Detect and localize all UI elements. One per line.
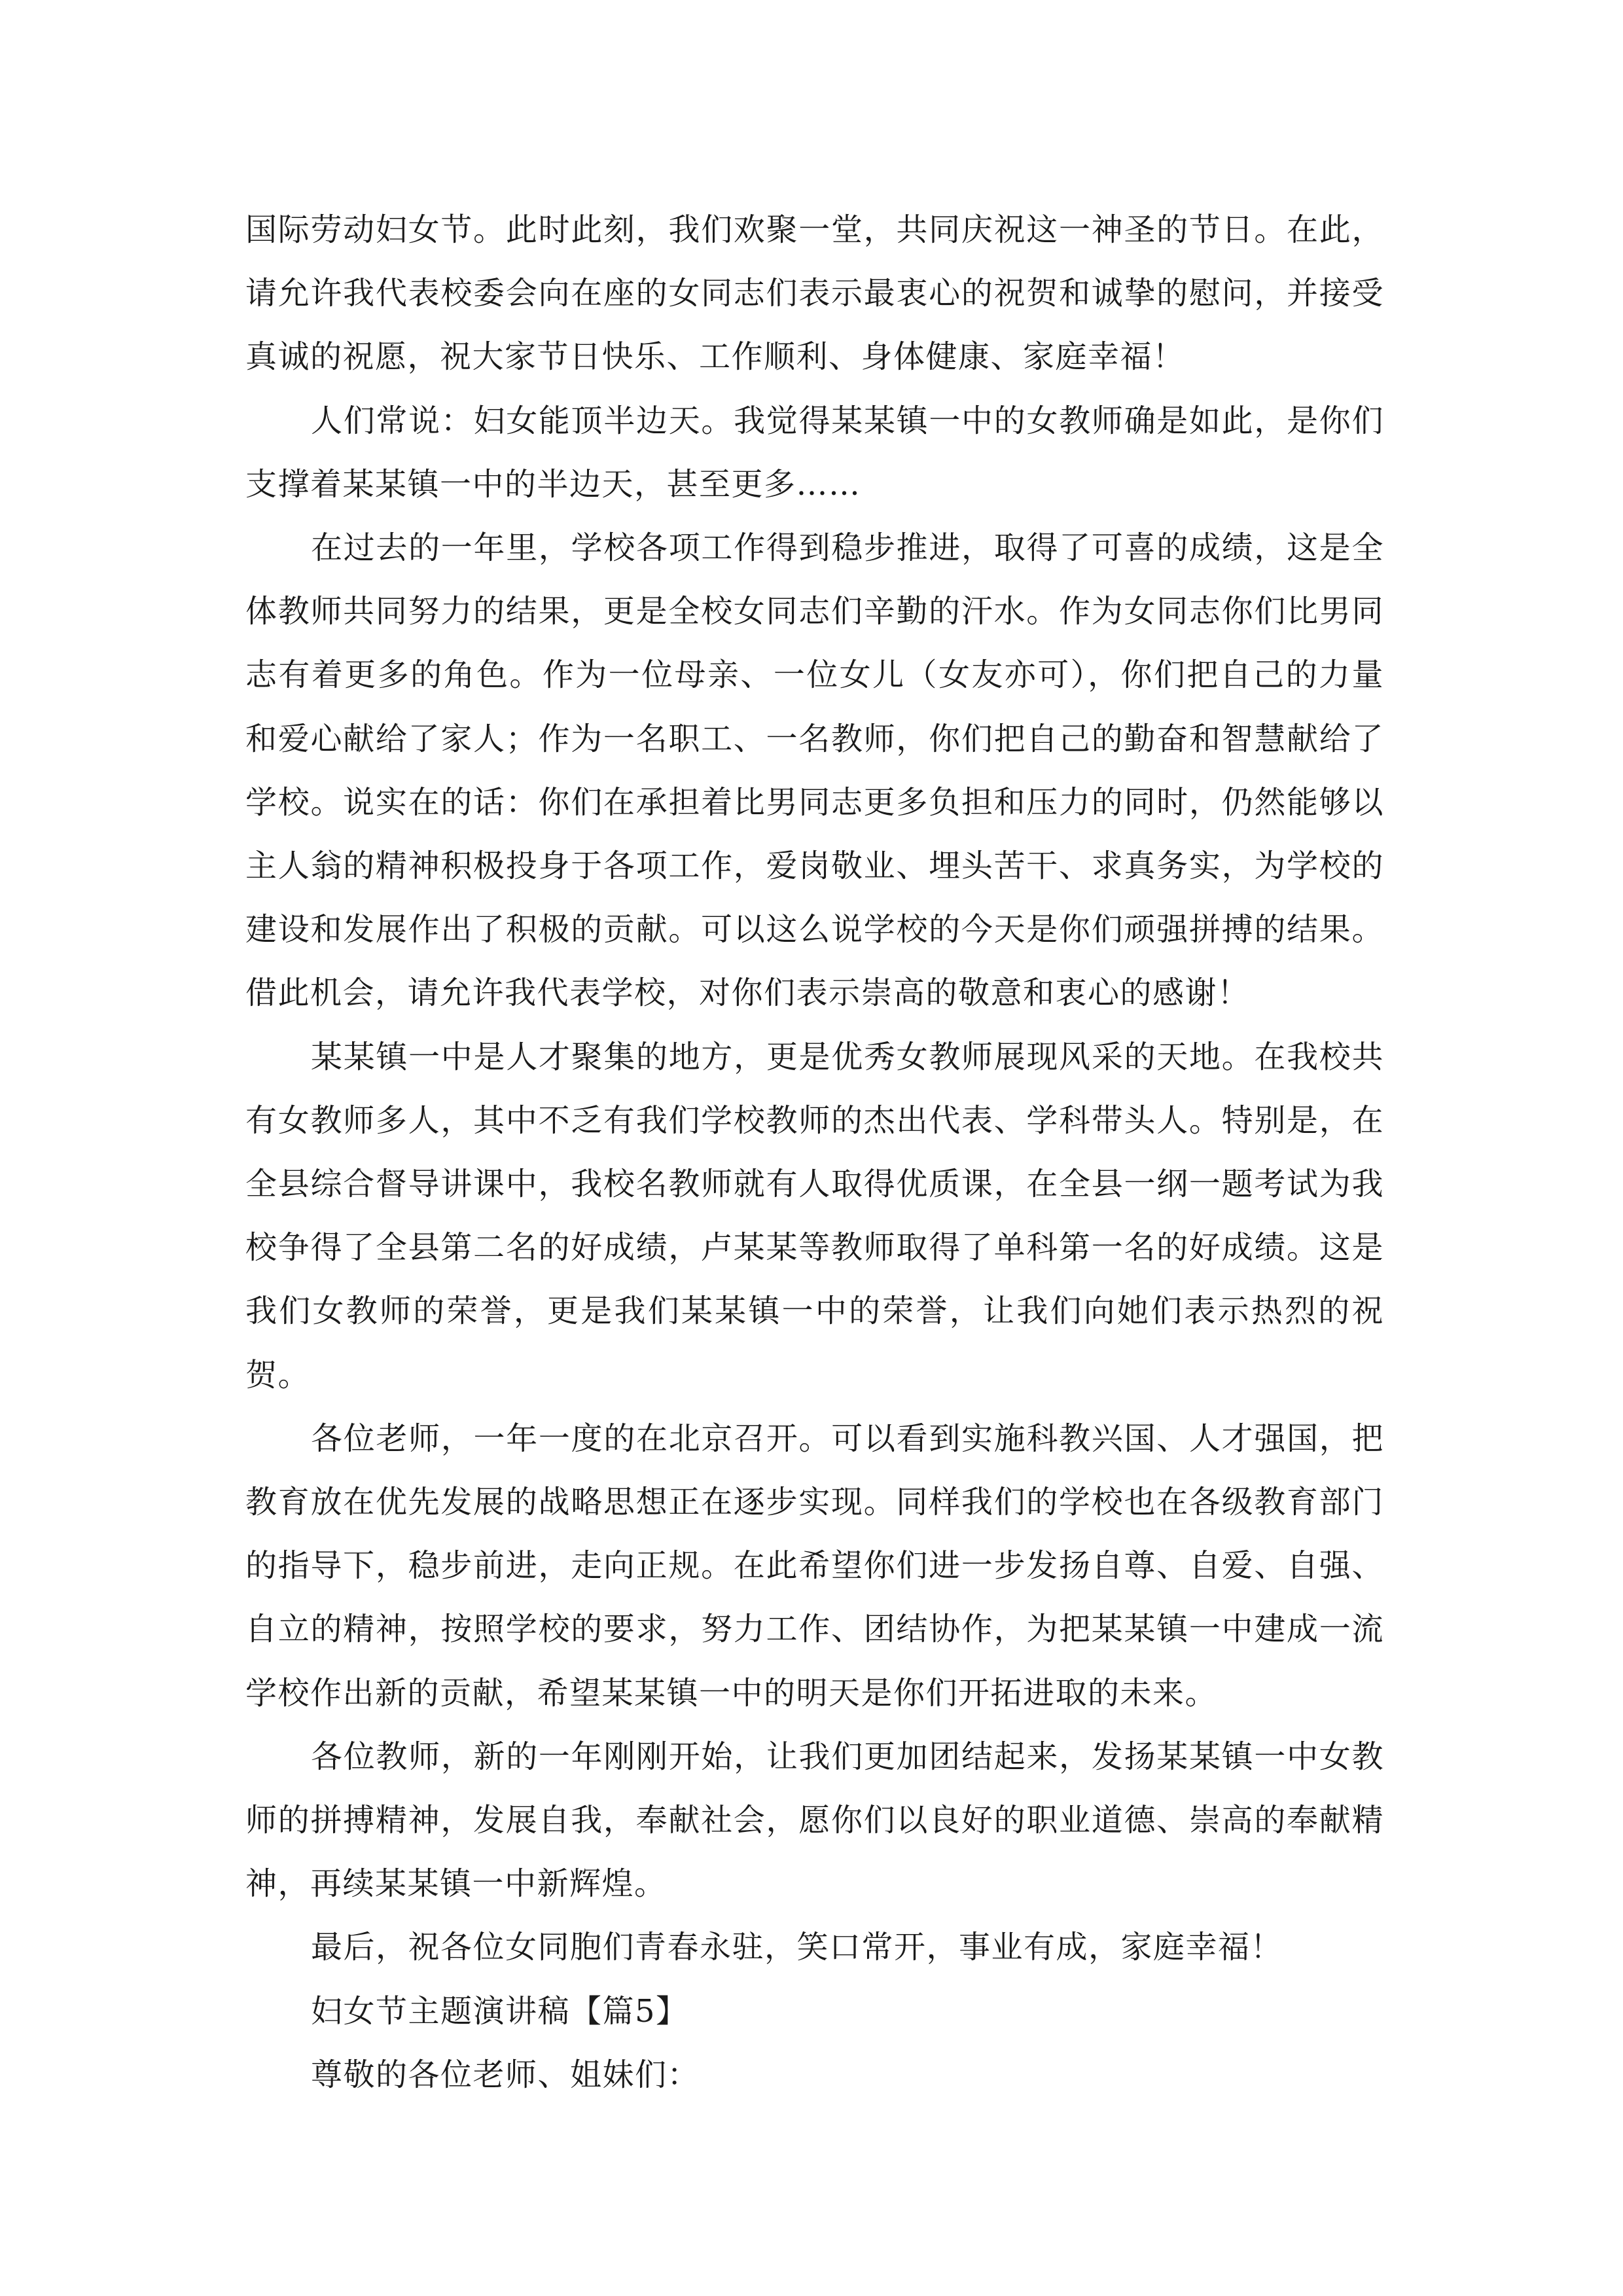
document-body xyxy=(245,198,1384,2107)
salutation: 尊敬的各位老师、姐妹们： xyxy=(311,2056,700,2093)
paragraph-6: 各位教师，新的一年刚刚开始，让我们更加团结起来，发扬某某镇一中女教师的拼搏精神，发展自我，奉献社会，愿你们以良好的职业道德、崇高的奉献精神，再续某某镇一中新辉煌。 xyxy=(245,1738,1384,1903)
paragraph-2: 人们常说：妇女能顶半边天。我觉得某某镇一中的女教师确是如此，是你们支撑着某某镇一中的半边天，甚至更多…… xyxy=(245,402,1384,503)
paragraph-3: 在过去的一年里，学校各项工作得到稳步推进，取得了可喜的成绩，这是全体教师共同努力的结果，更是全校女同志们辛勤的汗水。作为女同志你们比男同志有着更多的角色。作为一位母亲、一位女儿（女友亦可），你们把自己的力量和爱心献给了家人；作为一名职工、一名教师，你们把自己的勤奋和智慧献给了学校。说实在的话：你们在承担着比男同志更多负担和压力的同时，仍然能够以主人翁的精神积极投身于各项工作，爱岗敬业、埋头苦干、求真务实，为学校的建设和发展作出了积极的贡献。可以这么说学校的今天是你们顽强拼搏的结果。借此机会，请允许我代表学校，对你们表示崇高的敬意和衷心的感谢！ xyxy=(245,529,1384,1012)
paragraph-1: 国际劳动妇女节。此时此刻，我们欢聚一堂，共同庆祝这一神圣的节日。在此，请允许我代表校委会向在座的女同志们表示最衷心的祝贺和诚挚的慰问，并接受真诚的祝愿，祝大家节日快乐、工作顺利、身体健康、家庭幸福！ xyxy=(245,211,1384,376)
section-heading: 妇女节主题演讲稿【篇5】 xyxy=(311,1992,688,2030)
paragraph-5: 各位老师，一年一度的在北京召开。可以看到实施科教兴国、人才强国，把教育放在优先发展的战略思想正在逐步实现。同样我们的学校也在各级教育部门的指导下，稳步前进，走向正规。在此希望你们进一步发扬自尊、自爱、自强、自立的精神，按照学校的要求，努力工作、团结协作，为把某某镇一中建成一流学校作出新的贡献，希望某某镇一中的明天是你们开拓进取的未来。 xyxy=(245,1420,1384,1712)
paragraph-7: 最后，祝各位女同胞们青春永驻，笑口常开，事业有成，家庭幸福！ xyxy=(311,1929,1283,1966)
paragraph-4: 某某镇一中是人才聚集的地方，更是优秀女教师展现风采的天地。在我校共有女教师多人，其中不乏有我们学校教师的杰出代表、学科带头人。特别是，在全县综合督导讲课中，我校名教师就有人取得优质课，在全县一纲一题考试为我校争得了全县第二名的好成绩，卢某某等教师取得了单科第一名的好成绩。这是我们女教师的荣誉，更是我们某某镇一中的荣誉，让我们向她们表示热烈的祝贺。 xyxy=(245,1038,1384,1393)
